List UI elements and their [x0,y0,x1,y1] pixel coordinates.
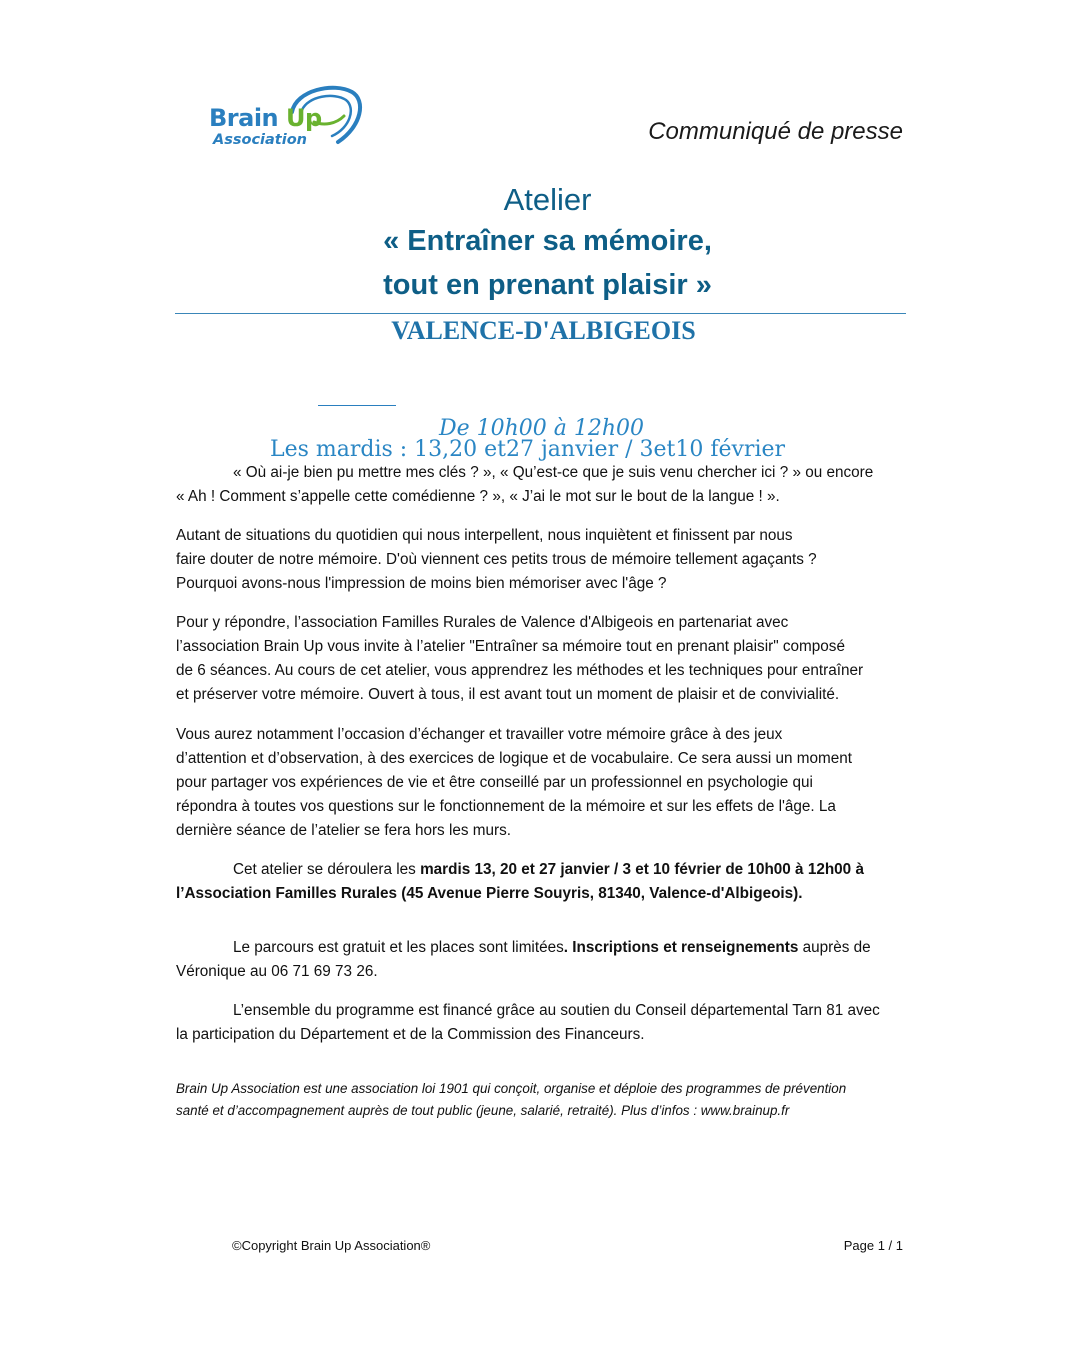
document-type: Communiqué de presse [648,118,903,145]
paragraph-intro: « Où ai-je bien pu mettre mes clés ? », « Qu’est-ce que je suis venu chercher ici ? » ou encore « Ah ! Comment s’appelle cette comédienne ? », « J’ai le mot sur le bout de la langue ! ». [176,464,874,505]
title-atelier: Atelier [503,182,592,217]
schedule-dates: Les mardis : 13,20 et27 janvier / 3et10 février [269,437,786,462]
logo-association-text: Association [213,132,307,148]
association-description: Brain Up Association est une association loi 1901 qui conçoit, organise et déploie des programmes de prévention santé et d’accompagnement auprès de tout public (jeune, salarié, retraité). Plus d’infos : www.brainup.fr [176,1081,847,1118]
logo-wordmark: Brain Up [209,104,322,132]
city-heading: VALENCE-D'ALBIGEOIS [391,316,696,345]
paragraph-dates-location: Cet atelier se déroulera les mardis 13, 20 et 27 janvier / 3 et 10 février de 10h00 à 12h00 à l’Association Familles Rurales (45 Avenue Pierre Souyris, 81340, Valence-d'Albigeois). [176,861,864,902]
brain-up-logo [204,82,366,154]
paragraph-funding: L’ensemble du programme est financé grâce au soutien du Conseil départemental Tarn 81 avec la participation du Département et de la Commission des Financeurs. [176,1002,880,1043]
paragraph-activities: Vous aurez notamment l’occasion d’échanger et travailler votre mémoire grâce à des jeux d’attention et d’observation, à des exercices de logique et de vocabulaire. Ce sera aussi un moment pour partager vos expériences de vie et être conseillé par un professionnel en psychologie qui répondra à toutes vos questions sur le fonctionnement de la mémoire et sur les effets de l'âge. La dernière séance de l’atelier se fera hors les murs. [176,726,853,839]
title-line-3: tout en prenant plaisir » [383,269,712,301]
page-number: Page 1 / 1 [843,1238,903,1253]
paragraph-registration: Le parcours est gratuit et les places sont limitées. Inscriptions et renseignements auprès de Véronique au 06 71 69 73 26. [176,939,871,980]
copyright-notice: ©Copyright Brain Up Association® [232,1238,431,1253]
title-line-2: « Entraîner sa mémoire, [383,225,712,257]
short-divider [318,405,396,406]
schedule-time: De 10h00 à 12h00 [438,416,645,441]
title-divider [175,313,906,314]
paragraph-situations: Autant de situations du quotidien qui nous interpellent, nous inquiètent et finissent par nous faire douter de notre mémoire. D'où viennent ces petits trous de mémoire tellement agaçants ? Pourquoi avons-nous l'impression de moins bien mémoriser avec l'âge ? [176,527,817,592]
paragraph-invitation: Pour y répondre, l’association Familles Rurales de Valence d'Albigeois en partenariat avec l’association Brain Up vous invite à l’atelier "Entraîner sa mémoire tout en prenant plaisir" composé de 6 séances. Au cours de cet atelier, vous apprendrez les méthodes et les techniques pour entraîner et préserver votre mémoire. Ouvert à tous, il est avant tout un moment de plaisir et de convivialité. [176,614,864,703]
